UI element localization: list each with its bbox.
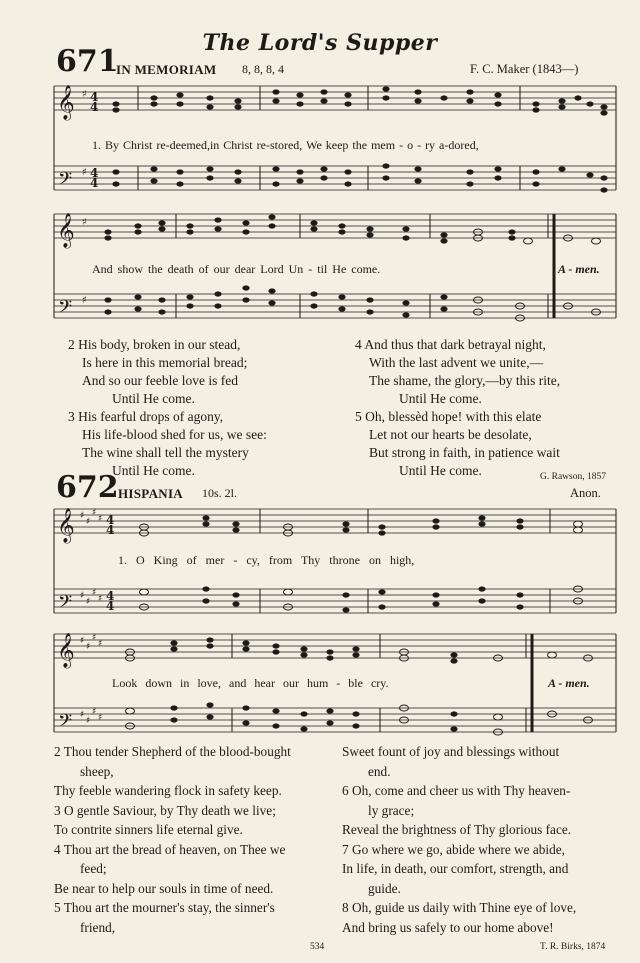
- svg-text:♯: ♯: [80, 591, 85, 601]
- verse-line: And bring us safely to our home above!: [342, 919, 554, 935]
- verses-672-right: [342, 742, 626, 937]
- verse-line: But strong in faith, in patience wait: [369, 445, 560, 460]
- composer-672: Anon.: [570, 486, 601, 500]
- verse-line: His life-blood shed for us, we see:: [82, 427, 267, 442]
- svg-text:𝄢: 𝄢: [58, 711, 73, 736]
- svg-text:♯: ♯: [98, 639, 103, 649]
- meter-672: 10s. 2l.: [202, 486, 238, 500]
- svg-text:♯: ♯: [82, 295, 87, 306]
- tune-name-672: HISPANIA: [118, 486, 184, 501]
- verses-671-left: [68, 336, 267, 480]
- verse-line: To contrite sinners life eternal give.: [54, 822, 243, 837]
- svg-text:4: 4: [106, 523, 115, 537]
- verse-line: 7 Go where we go, abide where we abide,: [342, 841, 566, 857]
- svg-text:4: 4: [106, 513, 115, 527]
- lyric-line-672-2: Look down in love, and hear our hum - ble cry.: [112, 676, 389, 690]
- verse-line: In life, in death, our comfort, strength, and: [342, 861, 569, 876]
- verse-line: And so our feeble love is fed: [82, 373, 238, 388]
- svg-text:4: 4: [90, 166, 99, 180]
- svg-text:♯: ♯: [86, 642, 91, 652]
- verse-line: Is here in this memorial bread;: [82, 355, 248, 370]
- verse-line: Let not our hearts be desolate,: [369, 427, 532, 442]
- svg-text:♯: ♯: [82, 217, 87, 228]
- verse-line: 2 Thou tender Shepherd of the blood-bought: [54, 744, 291, 759]
- verse-line: Until He come.: [399, 463, 482, 478]
- svg-text:4: 4: [90, 176, 99, 190]
- svg-text:4: 4: [106, 599, 115, 613]
- verse-line: 4 And thus that dark betrayal night,: [355, 337, 546, 352]
- svg-text:♯: ♯: [92, 633, 97, 643]
- composer-671: F. C. Maker (1843—): [470, 62, 579, 76]
- svg-text:♯: ♯: [82, 89, 87, 100]
- verse-line: feed;: [80, 861, 107, 876]
- svg-text:♯: ♯: [80, 710, 85, 720]
- hymn-number-672: 672: [56, 470, 119, 505]
- tune-name-671: IN MEMORIAM: [116, 62, 217, 77]
- author-671: G. Rawson, 1857: [540, 472, 606, 482]
- hymn-number-671: 671: [56, 44, 119, 79]
- svg-text:𝄞: 𝄞: [57, 213, 75, 248]
- svg-text:𝄞: 𝄞: [57, 633, 75, 668]
- svg-text:𝄢: 𝄢: [58, 297, 73, 322]
- meter-671: 8, 8, 8, 4: [242, 62, 284, 76]
- verse-line: 3 His fearful drops of agony,: [68, 409, 224, 424]
- amen-671: A - men.: [558, 262, 600, 276]
- svg-text:𝄢: 𝄢: [58, 592, 73, 617]
- verse-line: 5 Oh, blessèd hope! with this elate: [355, 409, 542, 424]
- verse-line: guide.: [368, 880, 401, 896]
- verse-line: end.: [368, 763, 391, 779]
- svg-text:♯: ♯: [92, 707, 97, 717]
- lyric-line-672-1: 1. O King of mer - cy, from Thy throne on high,: [118, 553, 415, 567]
- verses-672-left: [54, 742, 340, 937]
- author-672: T. R. Birks, 1874: [540, 942, 606, 952]
- verse-line: friend,: [80, 919, 116, 935]
- verse-line: Thy feeble wandering flock in safety keep.: [54, 783, 282, 798]
- svg-text:♯: ♯: [86, 597, 91, 607]
- verses-671-right: [355, 336, 560, 480]
- verse-line: Until He come.: [112, 391, 195, 406]
- verse-line: Until He come.: [399, 391, 482, 406]
- verse-line: Sweet fount of joy and blessings without: [342, 744, 560, 759]
- svg-text:♯: ♯: [80, 511, 85, 521]
- verse-line: Until He come.: [112, 463, 195, 478]
- lyric-line-671-2: And show the death of our dear Lord Un - til He come.: [92, 262, 381, 276]
- verse-line: 5 Thou art the mourner's stay, the sinner's: [54, 900, 275, 915]
- verse-line: Reveal the brightness of Thy glorious face.: [342, 822, 572, 837]
- verse-line: The wine shall tell the mystery: [82, 445, 249, 460]
- svg-text:♯: ♯: [80, 636, 85, 646]
- verse-line: 4 Thou art the bread of heaven, on Thee we: [54, 841, 286, 857]
- verse-line: The shame, the glory,—by this rite,: [369, 373, 561, 388]
- section-title: The Lord's Supper: [202, 30, 438, 56]
- svg-text:𝄢: 𝄢: [58, 169, 73, 194]
- verse-line: 2 His body, broken in our stead,: [68, 337, 241, 352]
- amen-672: A - men.: [548, 676, 590, 690]
- verse-line: ly grace;: [368, 802, 415, 818]
- svg-text:𝄞: 𝄞: [57, 508, 75, 543]
- svg-text:♯: ♯: [92, 508, 97, 518]
- verse-line: With the last advent we unite,—: [369, 355, 544, 370]
- svg-text:4: 4: [90, 100, 99, 114]
- verse-line: 8 Oh, guide us daily with Thine eye of love,: [342, 900, 577, 915]
- svg-text:♯: ♯: [98, 514, 103, 524]
- svg-text:4: 4: [90, 90, 99, 104]
- verse-line: Be near to help our souls in time of need.: [54, 880, 274, 896]
- svg-text:♯: ♯: [92, 588, 97, 598]
- svg-text:♯: ♯: [98, 713, 103, 723]
- svg-text:♯: ♯: [86, 517, 91, 527]
- svg-text:♯: ♯: [98, 594, 103, 604]
- verse-line: sheep,: [80, 763, 114, 779]
- lyric-line-671-1: 1. By Christ re-deemed,in Christ re-stored, We keep the mem - o - ry a-dored,: [92, 138, 479, 152]
- page-number: 534: [310, 942, 325, 952]
- verse-line: 6 Oh, come and cheer us with Thy heaven-: [342, 783, 571, 798]
- svg-text:♯: ♯: [86, 716, 91, 726]
- svg-text:♯: ♯: [82, 167, 87, 178]
- verse-line: 3 O gentle Saviour, by Thy death we live;: [54, 802, 276, 818]
- notes-671-1: [112, 86, 607, 115]
- svg-text:𝄞: 𝄞: [57, 85, 75, 120]
- svg-text:4: 4: [106, 589, 115, 603]
